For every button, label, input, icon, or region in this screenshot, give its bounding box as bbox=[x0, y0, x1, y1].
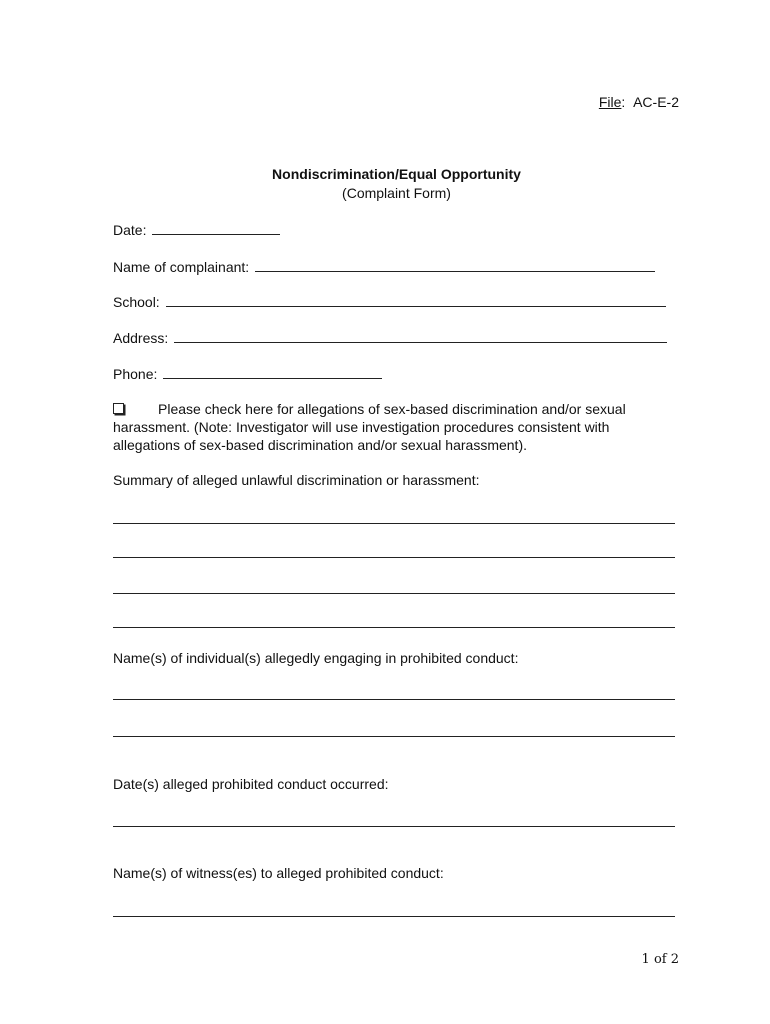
file-reference bbox=[599, 94, 679, 110]
file-separator: : bbox=[621, 94, 626, 110]
file-code: AC-E-2 bbox=[633, 94, 679, 110]
witnesses-heading: Name(s) of witness(es) to alleged prohibited conduct: bbox=[113, 865, 444, 881]
address-field bbox=[113, 328, 667, 346]
summary-line-4[interactable] bbox=[113, 627, 675, 628]
date-field bbox=[113, 220, 280, 238]
individuals-heading: Name(s) of individual(s) allegedly engaging in prohibited conduct: bbox=[113, 650, 519, 666]
summary-line-1[interactable] bbox=[113, 523, 675, 524]
phone-input-line[interactable] bbox=[163, 364, 382, 379]
school-field bbox=[113, 292, 666, 310]
witnesses-line-1[interactable] bbox=[113, 916, 675, 917]
summary-heading: Summary of alleged unlawful discrimination or harassment: bbox=[113, 472, 480, 488]
complainant-name-input-line[interactable] bbox=[255, 257, 655, 272]
complainant-name-label: Name of complainant: bbox=[113, 259, 250, 275]
checkbox-icon[interactable] bbox=[113, 403, 124, 414]
form-subtitle: (Complaint Form) bbox=[342, 185, 451, 201]
phone-label: Phone: bbox=[113, 366, 158, 382]
sex-discrimination-checkbox-label: Please check here for allegations of sex-based discrimination and/or sexual harassment. (Note: Investigator will use investigation procedures consistent with allegations of sex-based discrimination and/or sexual harassment). bbox=[113, 401, 626, 453]
address-input-line[interactable] bbox=[174, 328, 667, 343]
date-input-line[interactable] bbox=[152, 220, 280, 235]
school-input-line[interactable] bbox=[166, 292, 666, 307]
page-number: 1 of 2 bbox=[641, 952, 679, 967]
date-label: Date: bbox=[113, 222, 147, 238]
dates-line-1[interactable] bbox=[113, 826, 675, 827]
summary-line-3[interactable] bbox=[113, 593, 675, 594]
form-title: Nondiscrimination/Equal Opportunity bbox=[272, 166, 521, 182]
phone-field bbox=[113, 364, 382, 382]
school-label: School: bbox=[113, 294, 160, 310]
summary-line-2[interactable] bbox=[113, 557, 675, 558]
complainant-name-field bbox=[113, 257, 655, 275]
dates-heading: Date(s) alleged prohibited conduct occurred: bbox=[113, 776, 389, 792]
individuals-line-1[interactable] bbox=[113, 699, 675, 700]
file-label: File bbox=[598, 94, 622, 110]
individuals-line-2[interactable] bbox=[113, 736, 675, 737]
sex-discrimination-checkbox-row bbox=[113, 400, 678, 454]
address-label: Address: bbox=[113, 330, 169, 346]
